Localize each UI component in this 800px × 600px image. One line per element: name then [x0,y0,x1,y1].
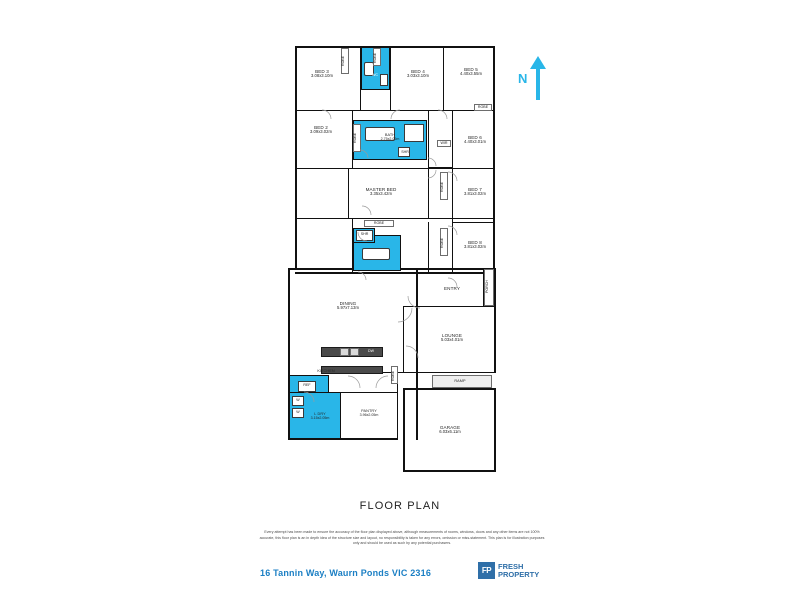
robe-label-pantry: ROBE [391,370,395,382]
robe-label-wc: ROBE [373,52,377,64]
robe-label-bed7: ROBE [440,181,444,193]
room-dim: 3.96x2.05m [359,413,379,418]
north-indicator [518,56,547,100]
room-name: PANTRY [361,408,377,413]
page-title: FLOOR PLAN [359,500,441,512]
room-name: L DRY [314,411,326,416]
room-name: DINING [339,300,357,306]
washer-label-2: W [296,410,300,414]
property-address: 16 Tannin Way, Waurn Ponds VIC 2316 [260,568,432,578]
room-name: LOUNGE [441,332,462,338]
disclaimer-text: Every attempt has been made to ensure the accuracy of the floor plan displayed above, although measurements of rooms, windows, doors and any other items are not 100% accurate, this floor plan is an in depth idea of the structure size and layout, no responsibility is taken for any errors, omission or miss-statement. This plan is for illustration purposes only and should be used as such by any potential purchasers. [259,530,545,546]
room-dim: 3.35x3.42m [370,191,392,197]
room-name: BED 4 [411,68,425,74]
room-dim: 3.08x3.10m [311,73,333,79]
dishwasher-label: DW [368,349,374,353]
wir-label-bed6: WIR [440,141,448,145]
room-dim: 3.81x3.02m [464,244,486,250]
logo-line-2: PROPERTY [498,569,540,579]
robe-label-bed3: ROBE [341,55,345,67]
room-name: ENTRY [444,286,460,292]
room-dim: 5.97x7.13m [337,305,359,311]
shr-label-2: SHR [360,232,369,236]
room-name: KITCHEN [317,368,335,373]
porch-label: PORCH [485,280,489,294]
robe-label-master: ROBE [373,221,385,225]
room-dim: 3.05x2.37m [367,256,387,261]
room-name: BATH 2 [370,251,384,256]
room-name: GARAGE [439,424,461,430]
north-label: N [518,70,528,86]
room-name: BED 2 [314,124,328,130]
room-name: BED 3 [315,68,329,74]
brand-logo [478,562,539,579]
logo-mark-icon: FP [478,562,495,579]
logo-text [498,563,539,579]
room-dim: 5.03x4.01m [441,337,463,343]
room-name: BED 8 [468,239,482,245]
room-dim: 4.40x3.01m [464,139,486,145]
room-dim: 4.40x3.55m [460,71,482,77]
door-swings [288,46,498,476]
room-dim: 6.03x6.11m [439,429,461,435]
fridge-label: REF [303,383,311,387]
robe-label-bed5: ROBE [477,105,489,109]
room-name: BED 7 [468,186,482,192]
room-dim: 2.75x2.06m [380,137,400,142]
room-name: RAMP [454,379,466,384]
room-dim: 3.81x3.02m [464,191,486,197]
room-name: BED 5 [464,66,478,72]
robe-label-bed8: ROBE [440,237,444,249]
north-arrow-icon [529,56,547,100]
room-dim: 3.03x3.10m [407,73,429,79]
wc-label: WC [372,73,378,77]
room-dim: 3.09x3.02m [310,129,332,135]
logo-line-1: FRESH [498,561,524,571]
robe-label-bed2: ROBE [353,132,357,144]
room-name: BATH [384,132,396,137]
room-name: MASTER BED [365,186,397,192]
washer-label-1: W [296,398,300,402]
shr-label-1: SHR [401,150,409,154]
room-dim: 3.15x2.05m [310,416,330,421]
room-name: BED 6 [468,134,482,140]
